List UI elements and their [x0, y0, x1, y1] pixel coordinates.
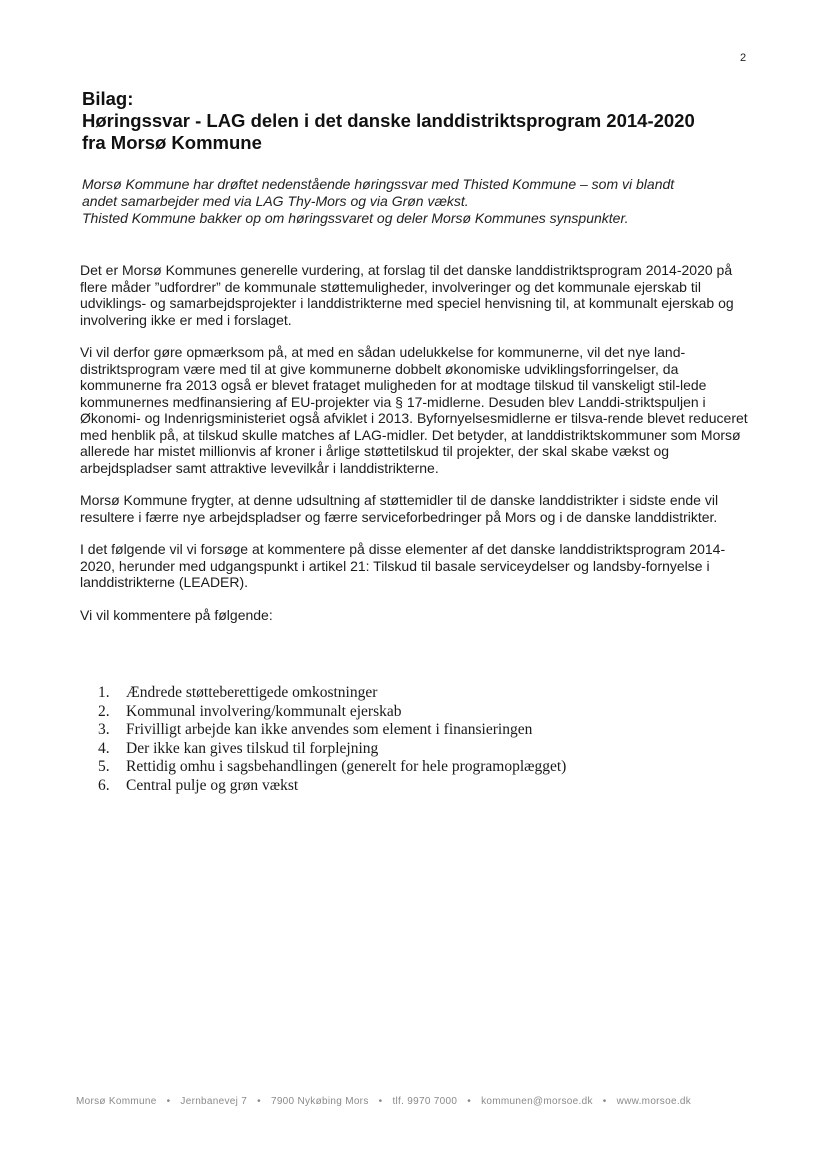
list-item-number: 1. [98, 684, 110, 701]
list-item-text: Rettidig omhu i sagsbehandlingen (generelt for hele programoplægget) [126, 758, 567, 775]
footer-website[interactable]: www.morsoe.dk [616, 1096, 692, 1107]
intro-line-2: andet samarbejder med via LAG Thy-Mors og via Grøn vækst. [82, 193, 469, 209]
page-number: 2 [740, 52, 747, 64]
footer-city: 7900 Nykøbing Mors [270, 1096, 369, 1107]
list-item-number: 6. [98, 776, 110, 794]
footer-separator: • [378, 1096, 383, 1107]
list-item-text: Ændrede støtteberettigede omkostninger [126, 684, 378, 701]
paragraph-consequences: Vi vil derfor gøre opmærksom på, at med en sådan udelukkelse for kommunerne, vil det nye land-distriktsprogram være med til at give kommunerne dobbelt økonomiske udviklingsforringelser, da kommunerne fra 2013 også er blevet frataget muligheden for at modtage tilskud til vanskeligt stil-lede kommunernes medfinansiering af EU-projekter via § 17-midlerne. Desuden blev Landdi-striktspuljen i Økonomi- og Indenrigsministeriet også afviklet i 2013. Byfornyelsesmidlerne er tilsva-rende blevet reduceret med henblik på, at tilskud skulle matches af LAG-midler. Det betyder, at landdistriktskommuner som Morsø allerede har mistet millionvis af kroner i årlige støttetilskud til projekter, der skal skabe vækst og arbejdspladser samt attraktive levevilkår i landdistrikterne. [80, 344, 748, 476]
footer-separator: • [602, 1096, 607, 1107]
list-item [98, 740, 698, 759]
list-item [98, 721, 698, 740]
intro-text [82, 176, 762, 227]
list-item [98, 777, 698, 796]
page-footer [76, 1096, 756, 1107]
list-item-text: Der ikke kan gives tilskud til forplejning [126, 739, 379, 757]
paragraph-assessment: Det er Morsø Kommunes generelle vurdering, at forslag til det danske landdistriktsprogram 2014-2020 på flere måder ”udfordrer” de kommunale støttemuligheder, involveringer og det kommunale ejerskab til udviklings- og samarbejdsprojekter i landdistrikterne med speciel henvisning til, at kommunalt ejerskab og involvering ikke er med i forslaget. [80, 262, 734, 328]
intro-line-1: Morsø Kommune har drøftet nedenstående høringssvar med Thisted Kommune – som vi blandt [82, 176, 675, 192]
footer-separator: • [166, 1096, 171, 1107]
title-line-3: fra Morsø Kommune [82, 132, 262, 153]
footer-phone: tlf. 9970 7000 [392, 1096, 458, 1107]
list-item [98, 703, 698, 722]
footer-address: Jernbanevej 7 [180, 1096, 248, 1107]
list-item-text: Central pulje og grøn vækst [126, 776, 299, 794]
intro-line-3: Thisted Kommune bakker op om høringssvaret og deler Morsø Kommunes synspunkter. [82, 210, 629, 226]
list-item-number: 3. [98, 721, 110, 738]
comment-list [98, 684, 698, 795]
footer-email[interactable]: kommunen@morsoe.dk [481, 1096, 593, 1107]
list-item-number: 5. [98, 758, 110, 775]
footer-org-name: Morsø Kommune [76, 1096, 157, 1107]
list-item-number: 4. [98, 739, 110, 757]
list-item-number: 2. [98, 702, 110, 720]
title-line-2: Høringssvar - LAG delen i det danske landdistriktsprogram 2014-2020 [82, 110, 695, 131]
list-item-text: Kommunal involvering/kommunalt ejerskab [126, 702, 402, 720]
paragraph-list-intro: Vi vil kommentere på følgende: [80, 606, 273, 623]
list-item [98, 758, 698, 777]
paragraph-approach: I det følgende vil vi forsøge at kommentere på disse elementer af det danske landdistriktsprogram 2014-2020, herunder med udgangspunkt i artikel 21: Tilskud til basale serviceydelser og landsby-fornyelse i landdistrikterne (LEADER). [80, 541, 726, 590]
footer-separator: • [257, 1096, 261, 1107]
document-title [82, 88, 762, 154]
title-line-1: Bilag: [82, 88, 134, 109]
footer-separator: • [467, 1096, 472, 1107]
paragraph-concern: Morsø Kommune frygter, at denne udsultning af støttemidler til de danske landdistrikter i sidste ende vil resultere i færre nye arbejdspladser og færre serviceforbedringer på Mors og i de danske landdistrikter. [80, 492, 719, 525]
body-text [80, 262, 750, 639]
list-item [98, 684, 698, 703]
list-item-text: Frivilligt arbejde kan ikke anvendes som element i finansieringen [126, 721, 533, 738]
